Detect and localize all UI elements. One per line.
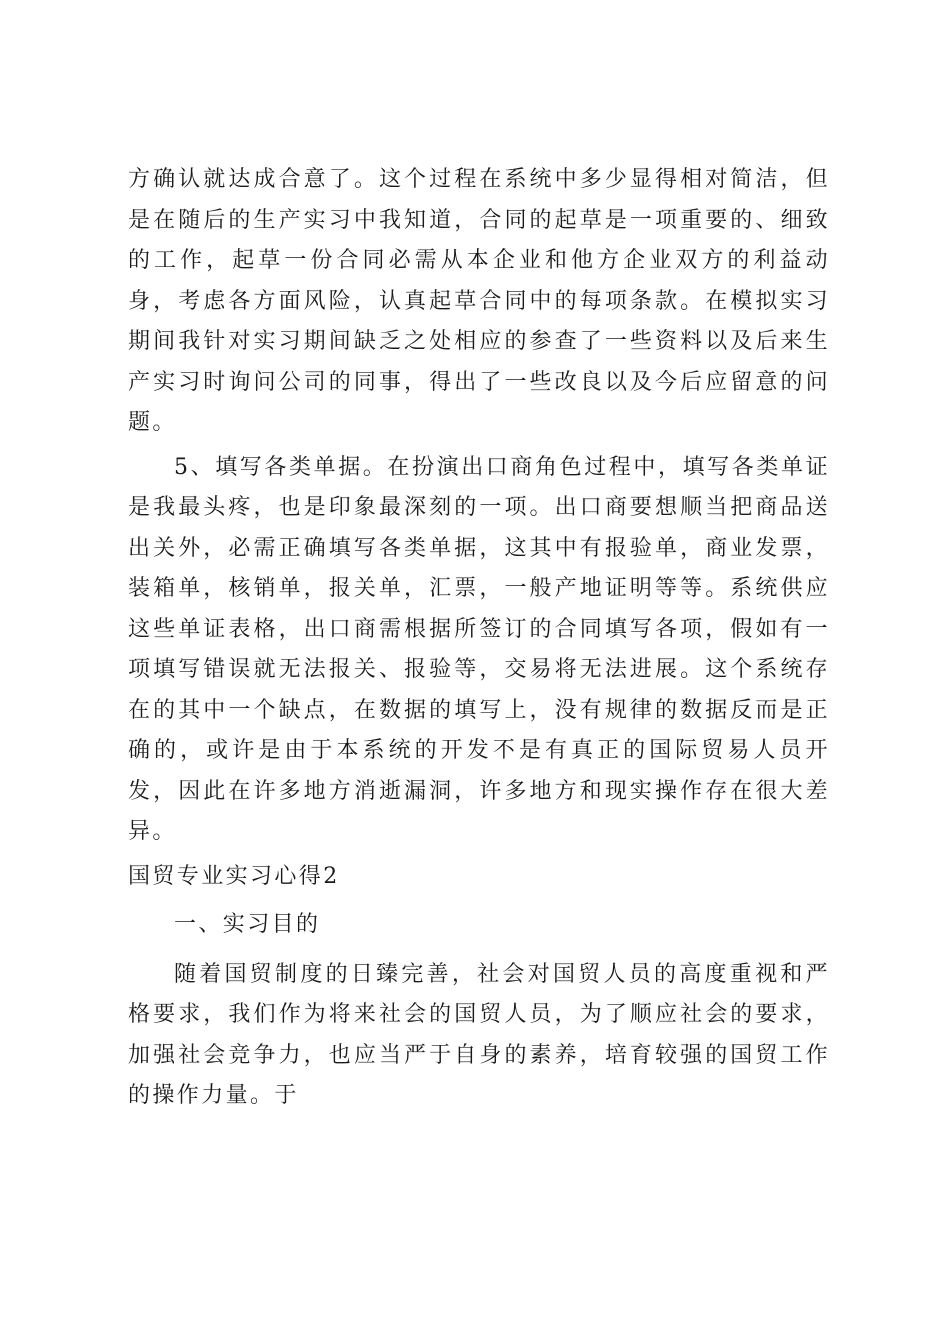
paragraph-contract-drafting: 方确认就达成合意了。这个过程在系统中多少显得相对简洁，但是在随后的生产实习中我知道，合同的起草是一项重要的、细致的工作，起草一份合同必需从本企业和他方企业双方的利益动身，考虑各方面风险，认真起草合同中的每项条款。在模拟实习期间我针对实习期间缺乏之处相应的参查了一些资料以及后来生产实习时询问公司的同事，得出了一些改良以及今后应留意的问题。: [128, 167, 830, 435]
subsection-title: 一、实习目的: [174, 911, 321, 937]
section-title: 国贸专业实习心得2: [128, 863, 340, 889]
paragraph-internship-purpose: 随着国贸制度的日臻完善，社会对国贸人员的高度重视和严格要求，我们作为将来社会的国贸人员，为了顺应社会的要求，加强社会竞争力，也应当严于自身的素养，培育较强的国贸工作的操作力量。于: [128, 961, 830, 1108]
paragraph-fill-documents: 5、填写各类单据。在扮演出口商角色过程中，填写各类单证是我最头疼，也是印象最深刻的一项。出口商要想顺当把商品送出关外，必需正确填写各类单据，这其中有报验单，商业发票，装箱单，核销单，报关单，汇票，一般产地证明等等。系统供应这些单证表格，出口商需根据所签订的合同填写各项，假如有一项填写错误就无法报关、报验等，交易将无法进展。这个系统存在的其中一个缺点，在数据的填写上，没有规律的数据反而是正确的，或许是由于本系统的开发不是有真正的国际贸易人员开发，因此在许多地方消逝漏洞，许多地方和现实操作存在很大差异。: [128, 454, 830, 844]
document-page: [128, 160, 830, 1117]
